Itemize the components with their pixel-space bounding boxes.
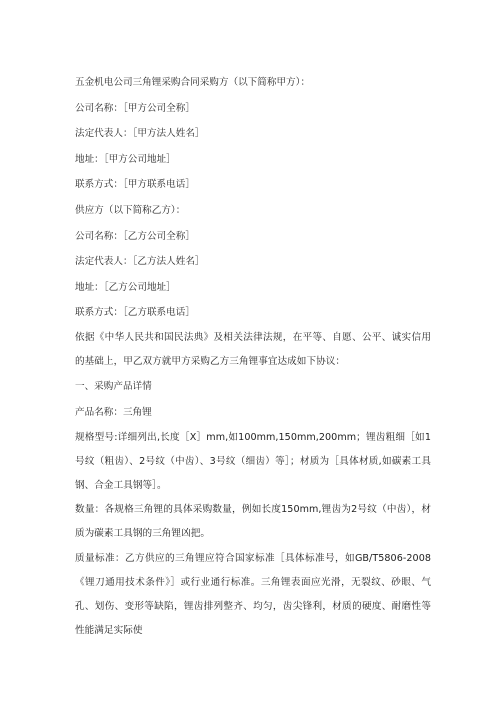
quality-paragraph: 质量标准：乙方供应的三角锂应符合国家标准［具体标准号，如GB/T5806-2008《锂刀通用技术条件》］或行业通行标准。三角锂表面应光滑，无裂纹、砂眼、气孔、划伤、变形等缺陷，锂齿排列整齐、均匀，齿尖锋利，材质的硬度、耐磨性等性能满足实际使: [75, 552, 431, 637]
buyer-representative: 法定代表人：［甲方法人姓名］: [75, 128, 205, 140]
supplier-company: 公司名称：［乙方公司全称］: [75, 230, 195, 242]
buyer-address: 地址：［甲方公司地址］: [75, 153, 176, 165]
product-name: 产品名称：三角锂: [75, 406, 152, 418]
spec-paragraph: 规格型号:详细列出,长度［X］mm,如100mm,150mm,200mm；锂齿粗细［如1号纹（粗齿）、2号纹（中齿）、3号纹（细齿）等］；材质为［具体材质,如碳素工具钢、合金工具钢等］。: [75, 431, 431, 491]
buyer-contact: 联系方式：［甲方联系电话］: [75, 179, 195, 191]
document-body: [75, 70, 431, 643]
supplier-representative: 法定代表人：［乙方法人姓名］: [75, 256, 205, 268]
supplier-intro: 供应方（以下简称乙方）：: [75, 204, 186, 216]
supplier-contact: 联系方式：［乙方联系电话］: [75, 307, 195, 319]
preamble-paragraph: 依据《中华人民共和国民法典》及相关法律法规，在平等、自愿、公平、诚实信用的基础上，甲乙双方就甲方采购乙方三角锂事宜达成如下协议：: [75, 331, 431, 368]
section-heading: 一、采购产品详情: [75, 381, 152, 393]
quantity-paragraph: 数量：各规格三角锂的具体采购数量，例如长度150mm,锂齿为2号纹（中齿），材质为碳素工具钢的三角锂凶把。: [75, 504, 431, 540]
supplier-address: 地址：［乙方公司地址］: [75, 281, 176, 293]
buyer-company: 公司名称：［甲方公司全称］: [75, 102, 195, 114]
buyer-intro: 五金机电公司三角锂采购合同采购方（以下简称甲方）：: [75, 77, 311, 88]
